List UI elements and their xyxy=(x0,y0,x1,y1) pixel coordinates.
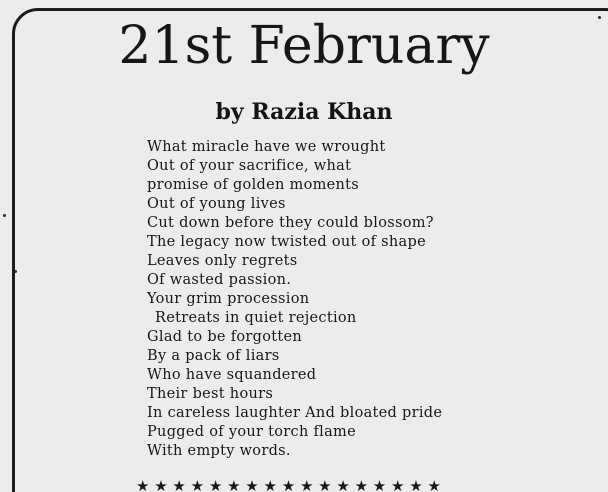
poem-line: With empty words. xyxy=(147,443,291,459)
poem-line: What miracle have we wrought xyxy=(147,139,386,155)
poem-title: 21st February xyxy=(118,16,490,76)
poem-line: By a pack of liars xyxy=(147,348,280,364)
poem-line: promise of golden moments xyxy=(147,177,360,193)
poem-line: Retreats in quiet rejection xyxy=(155,310,357,326)
poem-line: Who have squandered xyxy=(147,367,317,383)
poem-line: Pugged of your torch flame xyxy=(147,424,356,440)
poem-line: Out of your sacrifice, what xyxy=(147,158,352,174)
poem-line: Your grim procession xyxy=(147,291,310,307)
poem-body xyxy=(147,138,442,461)
poem-line: The legacy now twisted out of shape xyxy=(147,234,426,250)
author-byline: by Razia Khan xyxy=(215,99,393,125)
print-speck xyxy=(14,270,17,273)
print-speck xyxy=(3,214,6,217)
poem-line: Glad to be forgotten xyxy=(147,329,303,345)
star-divider: ★ ★ ★ ★ ★ ★ ★ ★ ★ ★ ★ ★ ★ ★ ★ ★ ★ xyxy=(136,477,441,492)
poem-line: Leaves only regrets xyxy=(147,253,298,269)
poem-line: Out of young lives xyxy=(147,196,286,212)
poem-line: Their best hours xyxy=(147,386,274,402)
poem-line: Cut down before they could blossom? xyxy=(147,215,434,231)
poem-line: Of wasted passion. xyxy=(147,272,292,288)
poem-line: In careless laughter And bloated pride xyxy=(147,405,443,421)
